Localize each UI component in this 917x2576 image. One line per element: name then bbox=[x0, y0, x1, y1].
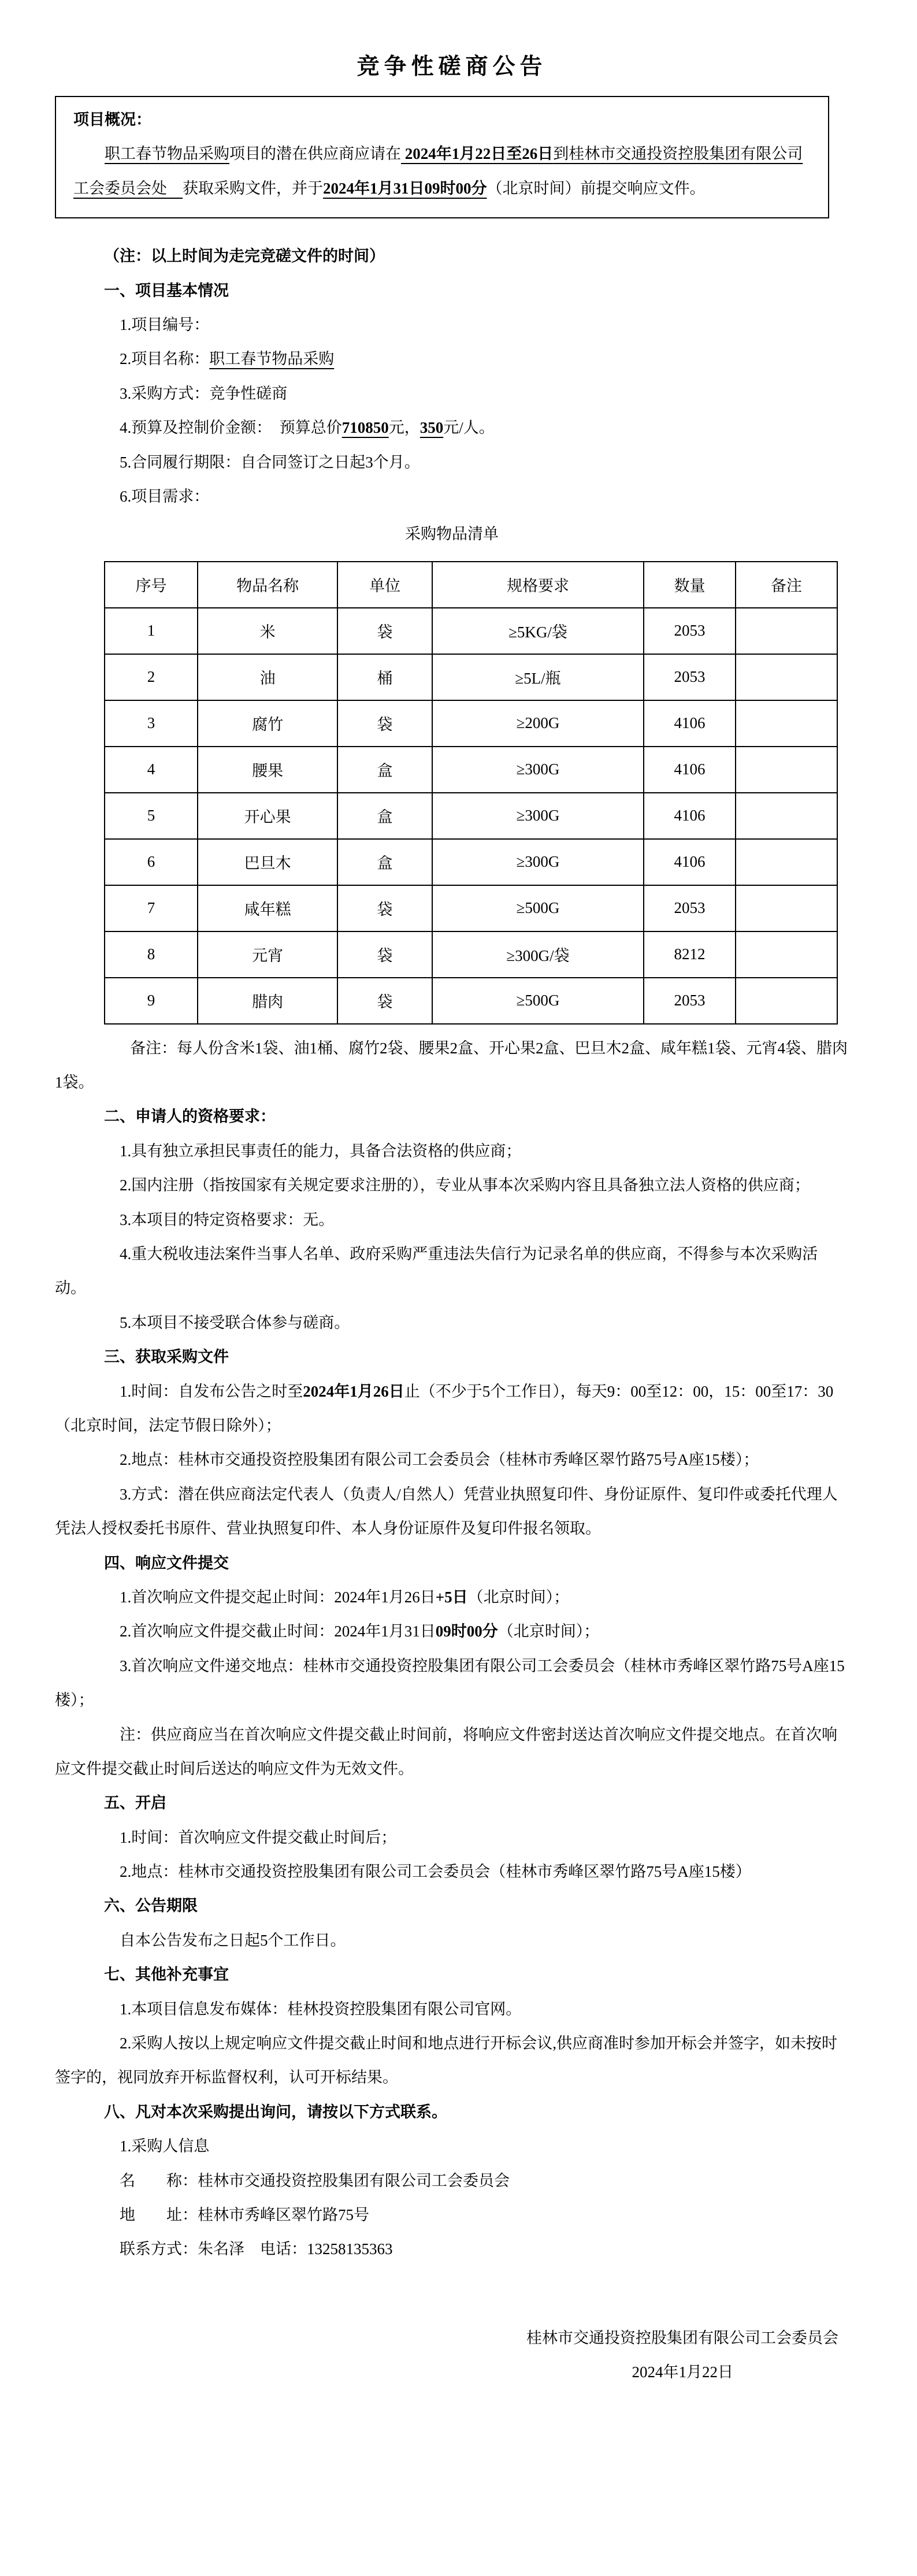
table-cell-0: 5 bbox=[105, 793, 198, 839]
response-place-line: 3.首次响应文件递交地点：桂林市交通投资控股集团有限公司工会委员会（桂林市秀峰区翠竹路75号A座15楼）； bbox=[55, 1657, 845, 1709]
table-cell-2: 盒 bbox=[337, 747, 432, 793]
items-table bbox=[104, 561, 838, 1025]
section4-heading: 四、响应文件提交 bbox=[104, 1554, 229, 1572]
budget-mid-text: 元， bbox=[388, 419, 420, 437]
items-table-title: 采购物品清单 bbox=[405, 525, 499, 543]
overview-text-3: （北京时间）前提交响应文件。 bbox=[487, 179, 706, 197]
section1-heading: 一、项目基本情况 bbox=[104, 281, 229, 299]
opening-place-line: 2.地点：桂林市交通投资控股集团有限公司工会委员会（桂林市秀峰区翠竹路75号A座15楼） bbox=[120, 1863, 751, 1881]
response-start-suffix: （北京时间）； bbox=[467, 1588, 570, 1606]
table-cell-5 bbox=[736, 747, 837, 793]
overview-deadline: 2024年1月31日09时00分 bbox=[323, 179, 487, 197]
table-cell-5 bbox=[736, 608, 837, 654]
table-cell-2: 盒 bbox=[337, 839, 432, 885]
table-cell-2: 袋 bbox=[337, 978, 432, 1024]
table-cell-5 bbox=[736, 931, 837, 978]
response-deadline-time: 09时00分 bbox=[435, 1623, 498, 1640]
table-row bbox=[105, 654, 837, 700]
opening-time-line: 1.时间：首次响应文件提交截止时间后； bbox=[120, 1828, 397, 1846]
project-number-line: 1.项目编号： bbox=[120, 315, 210, 333]
table-cell-0: 1 bbox=[105, 608, 198, 654]
purchaser-info-line: 1.采购人信息 bbox=[120, 2137, 210, 2155]
table-cell-3: ≥300G bbox=[432, 747, 644, 793]
table-cell-1: 咸年糕 bbox=[198, 885, 337, 931]
purchaser-name-line: 名 称：桂林市交通投资控股集团有限公司工会委员会 bbox=[120, 2172, 510, 2189]
table-cell-0: 3 bbox=[105, 700, 198, 747]
project-name-line bbox=[55, 342, 849, 376]
table-cell-0: 2 bbox=[105, 654, 198, 700]
overview-obtain-place: 到桂林市交通投资控股集团有限公司工会委员会处 bbox=[73, 145, 803, 197]
qualification-item-5: 5.本项目不接受联合体参与磋商。 bbox=[120, 1313, 350, 1331]
section2-heading: 二、申请人的资格要求： bbox=[104, 1108, 276, 1126]
document-title: 竞争性磋商公告 bbox=[357, 54, 547, 79]
table-row bbox=[105, 978, 837, 1024]
table-cell-1: 腊肉 bbox=[198, 978, 337, 1024]
table-cell-4: 2053 bbox=[644, 654, 736, 700]
table-cell-3: ≥200G bbox=[432, 700, 644, 747]
section7-heading: 七、其他补充事宜 bbox=[104, 1966, 229, 1984]
table-row bbox=[105, 793, 837, 839]
obtain-time-suffix: 止（不少于5个工作日），每天9：00至12：00，15：00至17：30（北京时间，法定节假日除外）； bbox=[55, 1382, 834, 1434]
media-line: 1.本项目信息发布媒体：桂林投资控股集团有限公司官网。 bbox=[120, 2000, 522, 2018]
response-start-line bbox=[55, 1580, 849, 1614]
qualification-item-4: 4.重大税收违法案件当事人名单、政府采购严重违法失信行为记录名单的供应商，不得参与本次采购活动。 bbox=[55, 1245, 818, 1297]
purchaser-contact-line: 联系方式：朱名泽 电话：13258135363 bbox=[120, 2240, 393, 2258]
obtain-time-date: 2024年1月26日 bbox=[303, 1382, 404, 1400]
response-start-prefix: 1.首次响应文件提交起止时间：2024年1月26日 bbox=[120, 1588, 436, 1606]
table-cell-1: 巴旦木 bbox=[198, 839, 337, 885]
table-row bbox=[105, 839, 837, 885]
table-cell-1: 油 bbox=[198, 654, 337, 700]
project-overview-box bbox=[55, 96, 829, 218]
table-cell-3: ≥500G bbox=[432, 978, 644, 1024]
table-remark: 备注：每人份含米1袋、油1桶、腐竹2袋、腰果2盒、开心果2盒、巴旦木2盒、咸年糕1袋、元宵4袋、腊肉1袋。 bbox=[55, 1039, 848, 1092]
table-cell-4: 4106 bbox=[644, 747, 736, 793]
procurement-method-line: 3.采购方式：竞争性磋商 bbox=[120, 384, 288, 402]
budget-per-person-value: 350 bbox=[419, 419, 444, 437]
signature-date: 2024年1月22日 bbox=[632, 2363, 733, 2381]
table-header-row bbox=[105, 562, 837, 608]
section3-heading: 三、获取采购文件 bbox=[104, 1348, 229, 1366]
table-row bbox=[105, 931, 837, 978]
table-cell-5 bbox=[736, 978, 837, 1024]
table-cell-3: ≥300G/袋 bbox=[432, 931, 644, 978]
section8-heading: 八、凡对本次采购提出询问，请按以下方式联系。 bbox=[104, 2103, 447, 2121]
table-cell-5 bbox=[736, 654, 837, 700]
budget-total-value: 710850 bbox=[341, 419, 389, 437]
table-row bbox=[105, 885, 837, 931]
table-cell-4: 4106 bbox=[644, 793, 736, 839]
column-header-5: 备注 bbox=[736, 562, 837, 608]
response-start-bold: +5日 bbox=[435, 1588, 468, 1606]
budget-label: 4.预算及控制价金额： 预算总价 bbox=[120, 419, 342, 437]
purchaser-address-line: 地 址：桂林市秀峰区翠竹路75号 bbox=[120, 2206, 369, 2224]
budget-tail-text: 元/人。 bbox=[443, 419, 495, 437]
contract-period-line: 5.合同履行期限：自合同签订之日起3个月。 bbox=[120, 453, 420, 471]
table-row bbox=[105, 747, 837, 793]
table-cell-1: 开心果 bbox=[198, 793, 337, 839]
table-cell-3: ≥5KG/袋 bbox=[432, 608, 644, 654]
overview-paragraph bbox=[73, 137, 811, 206]
obtain-way-line: 3.方式：潜在供应商法定代表人（负责人/自然人）凭营业执照复印件、身份证原件、复印件或委托代理人凭法人授权委托书原件、营业执照复印件、本人身份证原件及复印件报名领取。 bbox=[55, 1485, 838, 1538]
column-header-2: 单位 bbox=[337, 562, 432, 608]
time-note: （注：以上时间为走完竞磋文件的时间） bbox=[104, 247, 385, 265]
response-note-line: 注：供应商应当在首次响应文件提交截止时间前，将响应文件密封送达首次响应文件提交地点。在首次响应文件提交截止时间后送达的响应文件为无效文件。 bbox=[55, 1725, 837, 1777]
items-table-head bbox=[105, 562, 837, 608]
table-cell-1: 腰果 bbox=[198, 747, 337, 793]
table-cell-4: 4106 bbox=[644, 839, 736, 885]
table-cell-3: ≥500G bbox=[432, 885, 644, 931]
announcement-period-line: 自本公告发布之日起5个工作日。 bbox=[120, 1931, 346, 1949]
table-cell-5 bbox=[736, 793, 837, 839]
section5-heading: 五、开启 bbox=[104, 1794, 166, 1812]
column-header-3: 规格要求 bbox=[432, 562, 644, 608]
table-cell-4: 2053 bbox=[644, 608, 736, 654]
project-demand-line: 6.项目需求： bbox=[120, 487, 210, 505]
bid-opening-rule-line: 2.采购人按以上规定响应文件提交截止时间和地点进行开标会议,供应商准时参加开标会并签字，如未按时签字的，视同放弃开标监督权利，认可开标结果。 bbox=[55, 2035, 837, 2087]
table-cell-0: 4 bbox=[105, 747, 198, 793]
table-cell-5 bbox=[736, 885, 837, 931]
qualification-item-2: 2.国内注册（指按国家有关规定要求注册的），专业从事本次采购内容且具备独立法人资格的供应商； bbox=[120, 1176, 810, 1194]
table-cell-1: 米 bbox=[198, 608, 337, 654]
overview-obtain-date: 2024年1月22日至26日 bbox=[401, 145, 554, 163]
table-cell-4: 8212 bbox=[644, 931, 736, 978]
table-cell-2: 袋 bbox=[337, 931, 432, 978]
project-name-label: 2.项目名称： bbox=[120, 350, 210, 368]
table-row bbox=[105, 700, 837, 747]
column-header-1: 物品名称 bbox=[198, 562, 337, 608]
items-table-body bbox=[105, 608, 837, 1024]
table-cell-0: 8 bbox=[105, 931, 198, 978]
table-cell-3: ≥300G bbox=[432, 793, 644, 839]
overview-project-name: 职工春节物品采购 bbox=[105, 145, 229, 163]
table-cell-4: 2053 bbox=[644, 885, 736, 931]
column-header-0: 序号 bbox=[105, 562, 198, 608]
obtain-place-line: 2.地点：桂林市交通投资控股集团有限公司工会委员会（桂林市秀峰区翠竹路75号A座15楼）； bbox=[120, 1451, 759, 1469]
table-cell-2: 袋 bbox=[337, 700, 432, 747]
table-cell-3: ≥300G bbox=[432, 839, 644, 885]
qualification-item-3: 3.本项目的特定资格要求：无。 bbox=[120, 1211, 335, 1228]
response-deadline-line bbox=[55, 1614, 849, 1649]
table-cell-2: 桶 bbox=[337, 654, 432, 700]
table-cell-0: 9 bbox=[105, 978, 198, 1024]
table-cell-2: 盒 bbox=[337, 793, 432, 839]
table-cell-1: 腐竹 bbox=[198, 700, 337, 747]
table-cell-4: 4106 bbox=[644, 700, 736, 747]
table-cell-2: 袋 bbox=[337, 608, 432, 654]
table-cell-0: 7 bbox=[105, 885, 198, 931]
obtain-time-line bbox=[55, 1375, 849, 1443]
table-cell-4: 2053 bbox=[644, 978, 736, 1024]
obtain-time-prefix: 1.时间：自发布公告之时至 bbox=[120, 1382, 303, 1400]
overview-text-2: 获取采购文件，并于 bbox=[183, 179, 323, 197]
table-row bbox=[105, 608, 837, 654]
table-cell-2: 袋 bbox=[337, 885, 432, 931]
budget-line bbox=[55, 411, 849, 445]
column-header-4: 数量 bbox=[644, 562, 736, 608]
response-deadline-suffix: （北京时间）； bbox=[498, 1623, 600, 1640]
table-cell-5 bbox=[736, 839, 837, 885]
table-cell-0: 6 bbox=[105, 839, 198, 885]
overview-heading: 项目概况： bbox=[73, 111, 151, 128]
table-cell-5 bbox=[736, 700, 837, 747]
signature-organization: 桂林市交通投资控股集团有限公司工会委员会 bbox=[526, 2329, 838, 2347]
response-deadline-prefix: 2.首次响应文件提交截止时间：2024年1月31日 bbox=[120, 1623, 436, 1640]
project-name-value: 职工春节物品采购 bbox=[209, 350, 335, 368]
overview-text-1: 项目的潜在供应商应请在 bbox=[229, 145, 401, 163]
table-cell-3: ≥5L/瓶 bbox=[432, 654, 644, 700]
qualification-item-1: 1.具有独立承担民事责任的能力，具备合法资格的供应商； bbox=[120, 1142, 522, 1160]
section6-heading: 六、公告期限 bbox=[104, 1897, 198, 1915]
table-cell-1: 元宵 bbox=[198, 931, 337, 978]
